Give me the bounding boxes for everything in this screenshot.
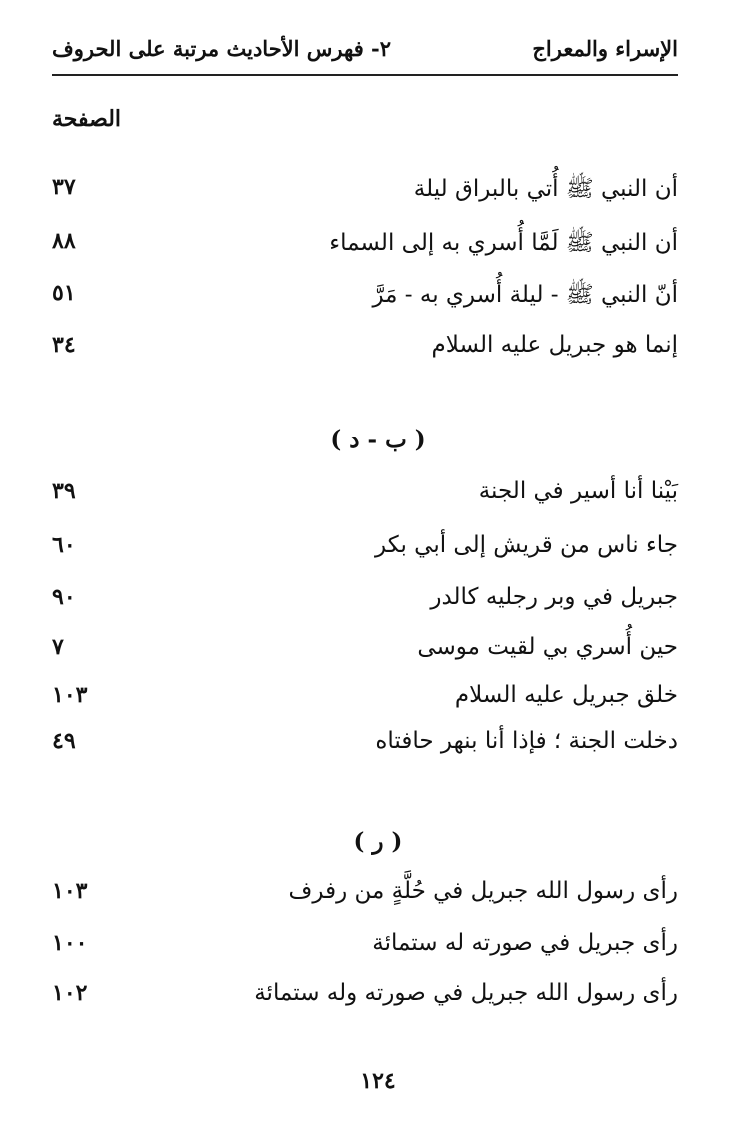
hadith-text: أنّ النبي ﷺ - ليلة أُسري به - مَرَّ bbox=[372, 282, 678, 308]
hadith-text: جاء ناس من قريش إلى أبي بكر bbox=[375, 532, 678, 558]
hadith-text: خلق جبريل عليه السلام bbox=[454, 682, 678, 708]
page-ref: ١٠٣ bbox=[52, 682, 88, 708]
index-entry bbox=[52, 228, 678, 268]
section-heading: ( ب - د ) bbox=[330, 426, 426, 453]
hadith-text: أن النبي ﷺ أُتي بالبراق ليلة bbox=[413, 176, 678, 202]
hadith-text: رأى جبريل في صورته له ستمائة bbox=[372, 930, 678, 956]
index-entry bbox=[52, 682, 678, 722]
page-ref: ٦٠ bbox=[52, 532, 76, 558]
section-heading: ( ر ) bbox=[353, 828, 403, 855]
page-ref: ٣٤ bbox=[52, 332, 76, 358]
section-title: ٢- فهرس الأحاديث مرتبة على الحروف bbox=[52, 36, 392, 61]
hadith-text: رأى رسول الله جبريل في صورته وله ستمائة bbox=[254, 980, 678, 1006]
page-ref: ٥١ bbox=[52, 280, 76, 306]
page-ref: ٣٩ bbox=[52, 478, 76, 504]
page-ref: ٤٩ bbox=[52, 728, 76, 754]
hadith-text: رأى رسول الله جبريل في حُلَّةٍ من رفرف bbox=[288, 878, 678, 904]
hadith-text: دخلت الجنة ؛ فإذا أنا بنهر حافتاه bbox=[375, 728, 678, 754]
hadith-text: جبريل في وبر رجليه كالدر bbox=[430, 584, 678, 610]
index-entry bbox=[52, 280, 678, 320]
index-entry bbox=[52, 980, 678, 1020]
index-entry bbox=[52, 634, 678, 674]
page-ref: ٣٧ bbox=[52, 174, 76, 200]
hadith-text: أن النبي ﷺ لَمَّا أُسري به إلى السماء bbox=[329, 230, 678, 256]
page-ref: ٧ bbox=[52, 634, 64, 660]
index-entry bbox=[52, 478, 678, 518]
page-ref: ١٠٢ bbox=[52, 980, 88, 1006]
hadith-text: بَيْنا أنا أسير في الجنة bbox=[478, 478, 678, 504]
page-ref: ٩٠ bbox=[52, 584, 76, 610]
running-header bbox=[52, 32, 678, 76]
hadith-text: إنما هو جبريل عليه السلام bbox=[431, 332, 678, 358]
index-entry bbox=[52, 332, 678, 372]
index-entry bbox=[52, 532, 678, 572]
page-number: ١٢٤ bbox=[360, 1068, 396, 1094]
index-entry bbox=[52, 584, 678, 624]
index-entry bbox=[52, 728, 678, 768]
index-entry bbox=[52, 174, 678, 214]
index-entry bbox=[52, 930, 678, 970]
page-ref: ١٠٣ bbox=[52, 878, 88, 904]
hadith-text: حين أُسري بي لقيت موسى bbox=[417, 634, 678, 660]
index-entry bbox=[52, 878, 678, 918]
page-column-label: الصفحة bbox=[52, 106, 122, 132]
page-ref: ٨٨ bbox=[52, 228, 76, 254]
book-title: الإسراء والمعراج bbox=[532, 36, 678, 61]
page-ref: ١٠٠ bbox=[52, 930, 88, 956]
